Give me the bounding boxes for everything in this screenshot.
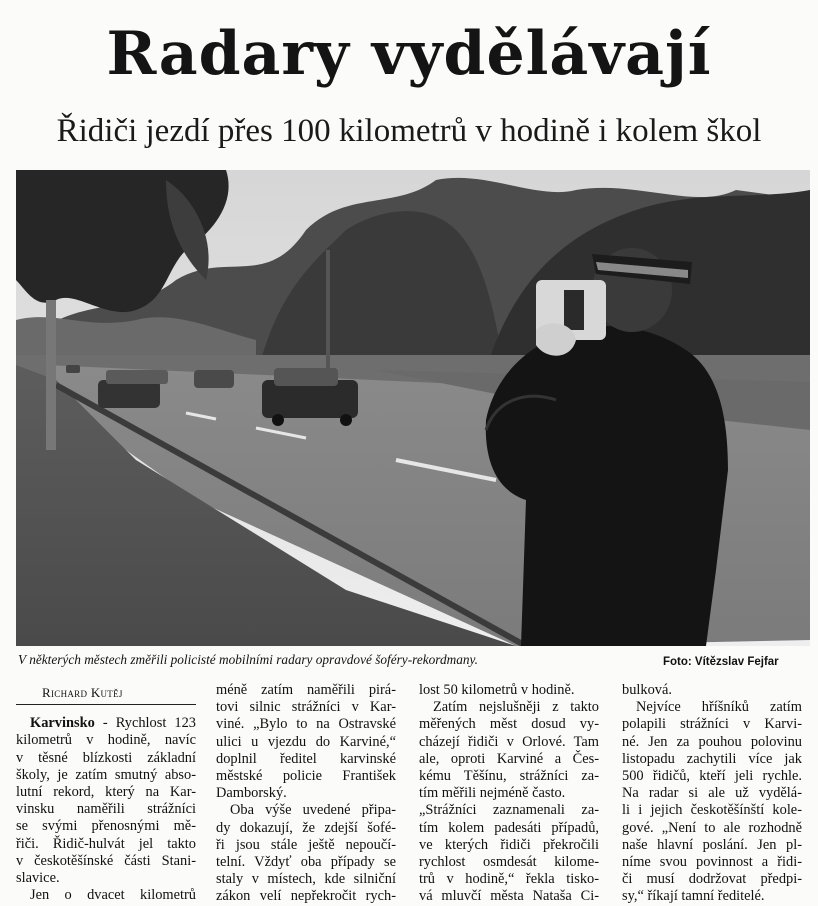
text-line: níme svou povinnost a řidi- [622,854,802,871]
text-line: Nejvíce hříšníků zatím [636,699,802,716]
text-line: „Strážníci zaznamenali za- [419,802,599,819]
text-line: ale, oproti Karviné a Čes- [419,750,599,767]
text-line: ve kterých řidiči překročili [419,836,599,853]
article-column-3 [419,682,599,906]
text-line: kému Těšínu, strážníci za- [419,768,599,785]
text-line: cházejí řidiči v Orlové. Tam [419,733,599,750]
text-line: vá mluvčí města Nataša Ci- [419,888,599,905]
news-photo [16,170,810,646]
text-line: dy dokazují, že zdejší šofé- [216,819,396,836]
text-line: li i jejich českotěšínští kole- [622,802,802,819]
text-line: naše hlavní poslání. Jen pl- [622,836,802,853]
article-column-4 [622,682,802,906]
text-line: lost 50 kilometrů v hodině. [419,682,575,698]
text-line: gové. „Není to ale rozhodně [622,819,802,836]
dateline-place: Karvinsko [30,715,95,732]
text-line: kilometrů v hodině, navíc [16,732,196,749]
text-line: staly v místech, kde silniční [216,871,396,888]
text-line: bulková. [622,682,672,698]
text-line: lutní rekord, který na Kar- [16,784,196,801]
text-line: zákon velí nepřekročit rych- [216,888,396,905]
text-line: tovi silnic strážníci v Kar- [216,699,396,716]
text-line: tím měřili nejméně často. [419,785,566,802]
text-line: telní. Vždyť oba případy se [216,854,396,871]
text-line: Na radar si ale už vydělá- [622,785,802,802]
text-line: či musí dodržovat předpi- [622,871,802,888]
photo-police-radar [16,170,810,646]
text-line: méně zatím naměřili pirá- [216,682,396,698]
text-line: ři jsou stále ještě nepoučí- [216,836,396,853]
text-line: školy, je zatím smutný abso- [16,766,196,783]
text-line: trů v hodině,“ řekla tisko- [419,871,599,888]
text-line: rychlost osmdesát kilome- [419,854,599,871]
text-line: v českotěšínské části Stani- [16,852,196,869]
text-line: městské policie František [216,768,396,785]
text-line: 500 řidičů, kteří jeli rychle. [622,768,802,785]
text-line: né. Jen za pouhou polovinu [622,733,802,750]
text-line: polapili strážníci v Karvi- [622,716,802,733]
subheadline: Řidiči jezdí přes 100 kilometrů v hodině i kolem škol [56,113,762,149]
headline: Radary vydělávají [106,19,712,89]
photo-credit: Foto: Vítězslav Fejfar [663,656,779,668]
text-line: ulici u vjezdu do Karviné,“ [216,733,396,750]
text-line: řiči. Řidič-hulvát jel takto [16,835,196,852]
article-column-2 [216,682,396,906]
text-line: Oba výše uvedené připa- [230,802,396,819]
text-line: Zatím nejslušněji z takto [433,699,599,716]
text-line: Jen o dvacet kilometrů [30,887,196,904]
text-line: doplnil ředitel karvinské [216,750,396,767]
text-line: Karvinsko - Rychlost 123 [30,715,196,732]
text-line: měřených měst dosud vy- [419,716,599,733]
photo-caption: V některých městech změřili policisté mobilními radary opravdové šoféry-rekordmany. [18,652,478,667]
text-line: Damborský. [216,785,287,802]
article-column-1 [16,682,196,904]
author-byline: Richard Kutěj [42,685,123,700]
text-line: sy,“ říkají tamní ředitelé. [622,888,765,905]
text-line: viné. „Bylo to na Ostravské [216,716,396,733]
text-line: vinsku naměřili strážníci [16,801,196,818]
text-line: slavice. [16,870,60,887]
text-line: se svými přenosnými mě- [16,818,196,835]
text-line: tím kolem padesáti případů, [419,819,599,836]
text-line: listopadu zachytili více jak [622,750,802,767]
text-line: v těsné blízkosti základní [16,749,196,766]
byline-rule [16,704,196,705]
